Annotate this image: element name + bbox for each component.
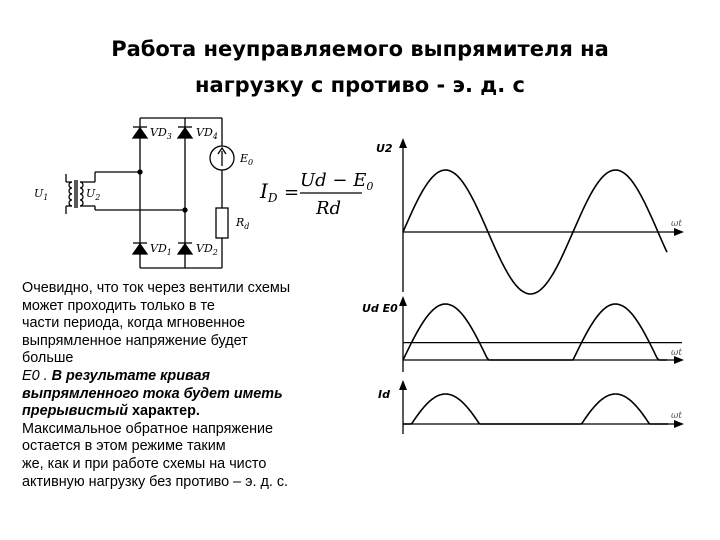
label-e0: $E_0$	[240, 152, 254, 167]
text-p1-7: В результате кривая	[51, 367, 210, 384]
text-p1-9: прерывистый	[22, 403, 133, 420]
text-p2-4: активную нагрузку без противо – э. д. с.	[22, 473, 289, 490]
u2-axis-label: U2	[376, 142, 393, 155]
formula-lhs: $I_D$	[260, 179, 278, 205]
id-current-pulses	[403, 394, 668, 424]
label-rd: $R_d$	[236, 216, 250, 231]
diode-vd1	[133, 243, 147, 254]
text-p1-1: Очевидно, что ток через вентили схемы	[22, 280, 291, 296]
text-p2-1: Максимальное обратное напряжение	[22, 420, 274, 437]
ud-rectified-curve	[403, 304, 667, 360]
ud-wt-label: ωt	[671, 348, 682, 358]
diode-vd3	[133, 127, 147, 138]
formula-equals: =	[284, 182, 300, 203]
text-p2-2: остается в этом режиме таким	[22, 438, 226, 455]
text-p1-10: характер.	[132, 403, 200, 420]
text-p1-5: больше	[22, 350, 74, 367]
label-u1: $U_1$	[34, 187, 49, 202]
u2-wt-label: ωt	[671, 219, 682, 229]
load-resistor-rd	[216, 208, 228, 238]
formula-numerator: $Ud - E_0$	[300, 170, 374, 193]
formula-denominator: Rd	[316, 198, 342, 219]
label-vd3: $VD_3$	[150, 126, 172, 141]
text-p1-2: может проходить только в те	[22, 297, 215, 314]
waveform-diagrams	[362, 138, 684, 434]
ud-axis-label: Ud E0	[362, 302, 398, 315]
emf-source-e0	[210, 146, 234, 170]
slide-title-line-1: Работа неуправляемого выпрямителя на	[111, 37, 609, 61]
text-p1-6: E0 .	[22, 367, 52, 384]
id-panel	[378, 380, 684, 434]
text-p2-3: же, как и при работе схемы на чисто	[22, 455, 267, 472]
text-p1-4: выпрямленное напряжение будет	[22, 332, 248, 349]
transformer	[66, 172, 185, 214]
label-vd2: $VD_2$	[196, 242, 218, 257]
label-vd4: $VD_4$	[196, 126, 218, 141]
explanation-text	[22, 280, 352, 491]
u2-panel	[376, 138, 684, 294]
label-u2: $U_2$	[86, 187, 101, 202]
ud-panel	[362, 296, 684, 372]
current-formula	[259, 170, 373, 219]
label-vd1: $VD_1$	[150, 242, 172, 257]
text-p1-8: выпрямленного тока будет иметь	[22, 385, 283, 402]
diode-vd4	[178, 127, 192, 138]
text-p1-3: части периода, когда мгновенное	[22, 315, 246, 332]
id-axis-label: Id	[378, 388, 390, 401]
id-wt-label: ωt	[671, 411, 682, 421]
diode-vd2	[178, 243, 192, 254]
slide-title-line-2: нагрузку с противо - э. д. с	[195, 73, 525, 97]
